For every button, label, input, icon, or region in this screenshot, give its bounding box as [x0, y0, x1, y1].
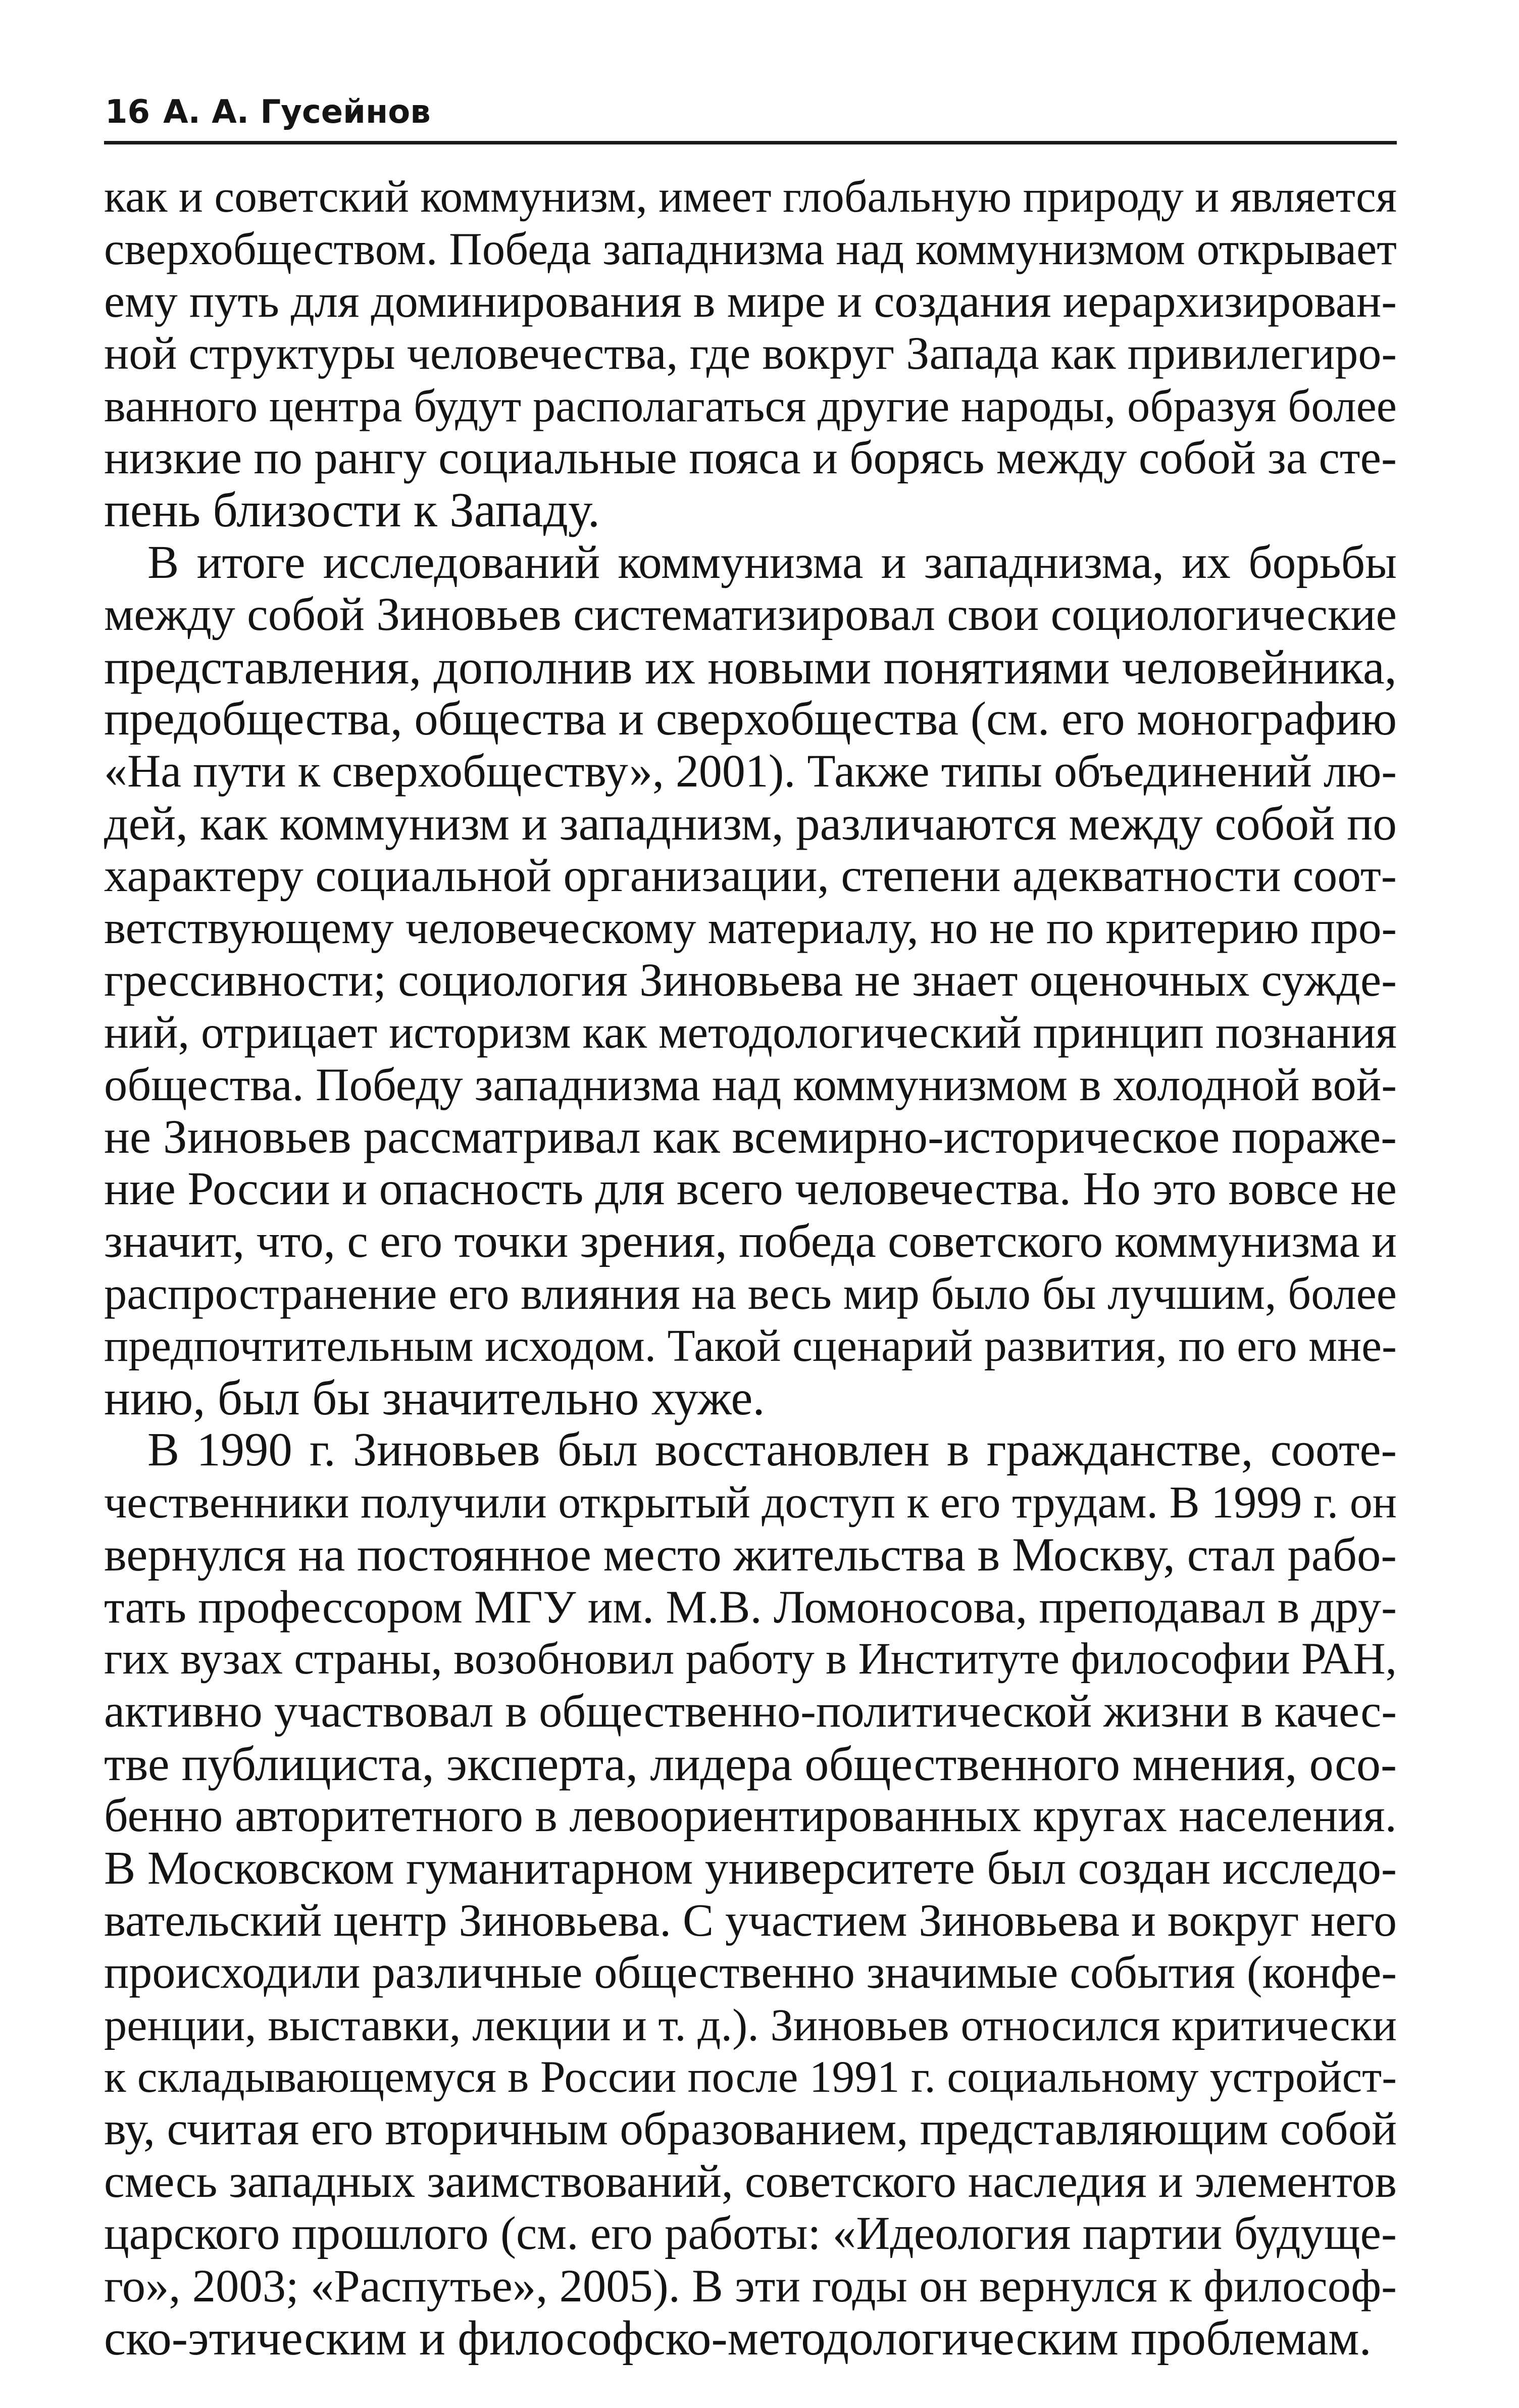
text-line: В итоге исследований коммунизма и западнизма, их борьбы [147, 536, 1397, 588]
paragraph [104, 1424, 1397, 2364]
text-line: ванного центра будут располагаться другие народы, образуя более [104, 380, 1397, 431]
paragraph [104, 536, 1397, 1424]
running-header [104, 85, 1397, 144]
text-line: значит, что, с его точки зрения, победа советского коммунизма и [104, 1215, 1397, 1267]
text-line: нию, был бы значительно хуже. [104, 1370, 765, 1425]
body-text [104, 171, 1397, 2364]
text-line: чественники получили открытый доступ к его трудам. В 1999 г. он [104, 1477, 1397, 1528]
text-line: смесь западных заимствований, советского наследия и элементов [104, 2155, 1397, 2207]
text-line: дей, как коммунизм и западнизм, различаются между собой по [104, 796, 1397, 850]
text-line: не Зиновьев рассматривал как всемирно-историческое пораже- [104, 1110, 1397, 1164]
text-line: вернулся на постоянное место жительства в Москву, стал рабо- [104, 1528, 1397, 1582]
header-author: А. А. Гусейнов [163, 93, 431, 131]
text-line: ние России и опасность для всего человечества. Но это вовсе не [104, 1163, 1397, 1215]
page-number: 16 [105, 93, 150, 131]
text-line: характеру социальной организации, степени адекватности соот- [104, 850, 1397, 902]
text-line: ско-этическим и философско-методологическим проблемам. [104, 2311, 1372, 2366]
text-line: общества. Победу западнизма над коммунизмом в холодной вой- [104, 1058, 1397, 1110]
text-line: сверхобществом. Победа западнизма над коммунизмом открывает [104, 223, 1397, 275]
text-line: распространение его влияния на весь мир было бы лучшим, более [104, 1268, 1397, 1319]
text-line: ренции, выставки, лекции и т. д.). Зиновьев относился критически [104, 1999, 1397, 2050]
text-line: тве публициста, эксперта, лидера общественного мнения, осо- [104, 1736, 1397, 1791]
text-line: грессивности; социология Зиновьева не знает оценочных сужде- [104, 954, 1397, 1006]
text-line: В 1990 г. Зиновьев был восстановлен в гражданстве, сооте- [147, 1423, 1397, 1477]
text-line: ной структуры человечества, где вокруг Запада как привилегиро- [104, 327, 1397, 379]
text-line: ву, считая его вторичным образованием, представляющим собой [104, 2103, 1397, 2155]
text-line: «На пути к сверхобществу», 2001). Также типы объединений лю- [104, 745, 1397, 797]
text-line: как и советский коммунизм, имеет глобальную природу и является [104, 172, 1397, 222]
text-line: ему путь для доминирования в мире и создания иерархизирован- [104, 275, 1397, 327]
paragraph [104, 171, 1397, 536]
text-line: го», 2003; «Распутье», 2005). В эти годы он вернулся к философ- [104, 2259, 1397, 2312]
text-line: к складывающемуся в России после 1991 г. социальному устройст- [104, 2052, 1397, 2102]
text-line: между собой Зиновьев систематизировал свои социологические [104, 588, 1397, 641]
text-line: ний, отрицает историзм как методологический принцип познания [104, 1007, 1397, 1058]
text-line: предпочтительным исходом. Такой сценарий развития, по его мне- [104, 1320, 1397, 1371]
text-line: низкие по рангу социальные пояса и борясь между собой за сте- [104, 431, 1397, 484]
text-line: гих вузах страны, возобновил работу в Институте философии РАН, [104, 1634, 1397, 1684]
text-line: ветствующему человеческому материалу, но не по критерию про- [104, 902, 1397, 954]
text-line: происходили различные общественно значимые события (конфе- [104, 1946, 1397, 1998]
text-line: В Московском гуманитарном университете был создан исследо- [104, 1842, 1397, 1894]
text-line: бенно авторитетного в левоориентированных кругах населения. [104, 1789, 1397, 1842]
text-line: пень близости к Западу. [104, 483, 600, 537]
text-line: тать профессором МГУ им. М.В. Ломоносова, преподавал в дру- [104, 1581, 1397, 1633]
running-header-text [105, 92, 431, 132]
text-line: предобщества, общества и сверхобщества (см. его монографию [104, 692, 1397, 745]
text-line: вательский центр Зиновьева. С участием Зиновьева и вокруг него [104, 1894, 1397, 1946]
text-line: представления, дополнив их новыми понятиями человейника, [104, 640, 1397, 694]
text-line: царского прошлого (см. его работы: «Идеология партии будуще- [104, 2207, 1397, 2260]
text-line: активно участвовал в общественно-политической жизни в качес- [104, 1685, 1397, 1737]
